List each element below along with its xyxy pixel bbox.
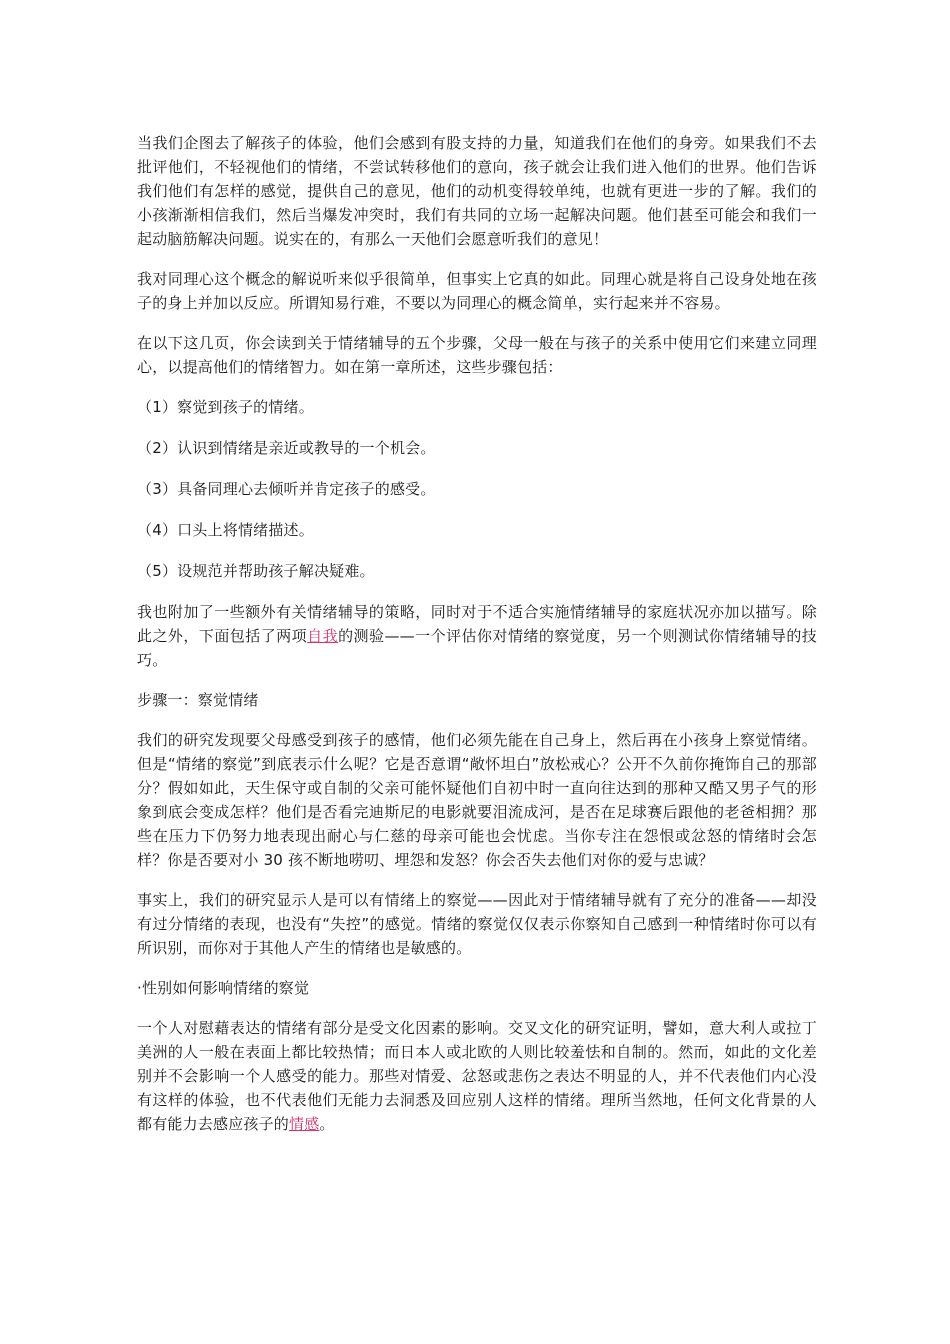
step-one-heading: 步骤一：察觉情绪 — [137, 691, 259, 709]
strategies-text-after: 的测验——一个评估你对情绪的察觉度，另一个则测试你情绪辅导的技巧。 — [137, 627, 818, 669]
paragraph-five-steps-intro: 在以下这几页，你会读到关于情绪辅导的五个步骤，父母一般在与孩子的关系中使用它们来建立同理心，以提高他们的情绪智力。如在第一章所述，这些步骤包括： — [137, 334, 817, 376]
culture-text-before: 一个人对慰藉表达的情绪有部分是受文化因素的影响。交叉文化的研究证明，譬如，意大利人或拉丁美洲的人一般在表面上都比较热情；而日本人或北欧的人则比较羞怯和自制的。然而，如此的文化差别并不会影响一个人感受的能力。那些对情爱、忿怒或悲伤之表达不明显的人，并不代表他们内心没有这样的体验，也不代表他们无能力去洞悉及回应别人这样的情绪。理所当然地，任何文化背景的人都有能力去感应孩子的 — [137, 1019, 817, 1133]
paragraph-strategies — [137, 600, 817, 672]
list-item-step-2: （2）认识到情绪是亲近或教导的一个机会。 — [137, 439, 436, 457]
paragraph-research-findings: 事实上，我们的研究显示人是可以有情绪上的察觉——因此对于情绪辅导就有了充分的准备——却没有过分情绪的表现，也没有“失控”的感觉。情绪的察觉仅仅表示你察知自己感到一种情绪时你可以有所识别，而你对于其他人产生的情绪也是敏感的。 — [137, 891, 817, 957]
list-item-step-5: （5）设规范并帮助孩子解决疑难。 — [137, 562, 375, 580]
paragraph-emotion-awareness: 我们的研究发现要父母感受到孩子的感情，他们必须先能在自己身上，然后再在小孩身上察觉情绪。但是“情绪的察觉”到底表示什么呢？它是否意谓“敞怀坦白”放松戒心？公开不久前你掩饰自己的那部分？假如如此，天生保守或自制的父亲可能怀疑他们自初中时一直向往达到的那种又酷又男子气的形象到底会变成怎样？他们是否看完迪斯尼的电影就要泪流成河，是否在足球赛后跟他的老爸相拥？那些在压力下仍努力地表现出耐心与仁慈的母亲可能也会忧虑。当你专注在怨恨或忿怒的情绪时会怎样？你是否要对小 30 孩不断地唠叨、埋怨和发怒？你会否失去他们对你的爱与忠诚？ — [137, 731, 817, 869]
strategies-text-before: 我也附加了一些额外有关情绪辅导的策略，同时对于不适合实施情绪辅导的家庭状况亦加以描写。除此之外，下面包括了两项 — [137, 603, 817, 645]
emotion-link[interactable]: 情感 — [289, 1115, 320, 1133]
paragraph-understanding: 当我们企图去了解孩子的体验，他们会感到有股支持的力量，知道我们在他们的身旁。如果我们不去批评他们，不轻视他们的情绪，不尝试转移他们的意向，孩子就会让我们进入他们的世界。他们告诉我们他们有怎样的感觉，提供自己的意见，他们的动机变得较单纯，也就有更进一步的了解。我们的小孩渐渐相信我们，然后当爆发冲突时，我们有共同的立场一起解决问题。他们甚至可能会和我们一起动脑筋解决问题。说实在的，有那么一天他们会愿意听我们的意见！ — [137, 134, 817, 248]
self-link[interactable]: 自我 — [307, 627, 339, 645]
list-item-step-1: （1）察觉到孩子的情绪。 — [137, 398, 314, 416]
list-item-step-3: （3）具备同理心去倾听并肯定孩子的感受。 — [137, 480, 436, 498]
gender-heading: ·性别如何影响情绪的察觉 — [137, 979, 310, 997]
paragraph-culture — [137, 1016, 817, 1136]
paragraph-empathy: 我对同理心这个概念的解说听来似乎很简单，但事实上它真的如此。同理心就是将自己设身处地在孩子的身上并加以反应。所谓知易行难，不要以为同理心的概念简单，实行起来并不容易。 — [137, 270, 817, 312]
culture-text-after: 。 — [319, 1115, 335, 1133]
document-body — [137, 131, 817, 1152]
list-item-step-4: （4）口头上将情绪描述。 — [137, 521, 314, 539]
